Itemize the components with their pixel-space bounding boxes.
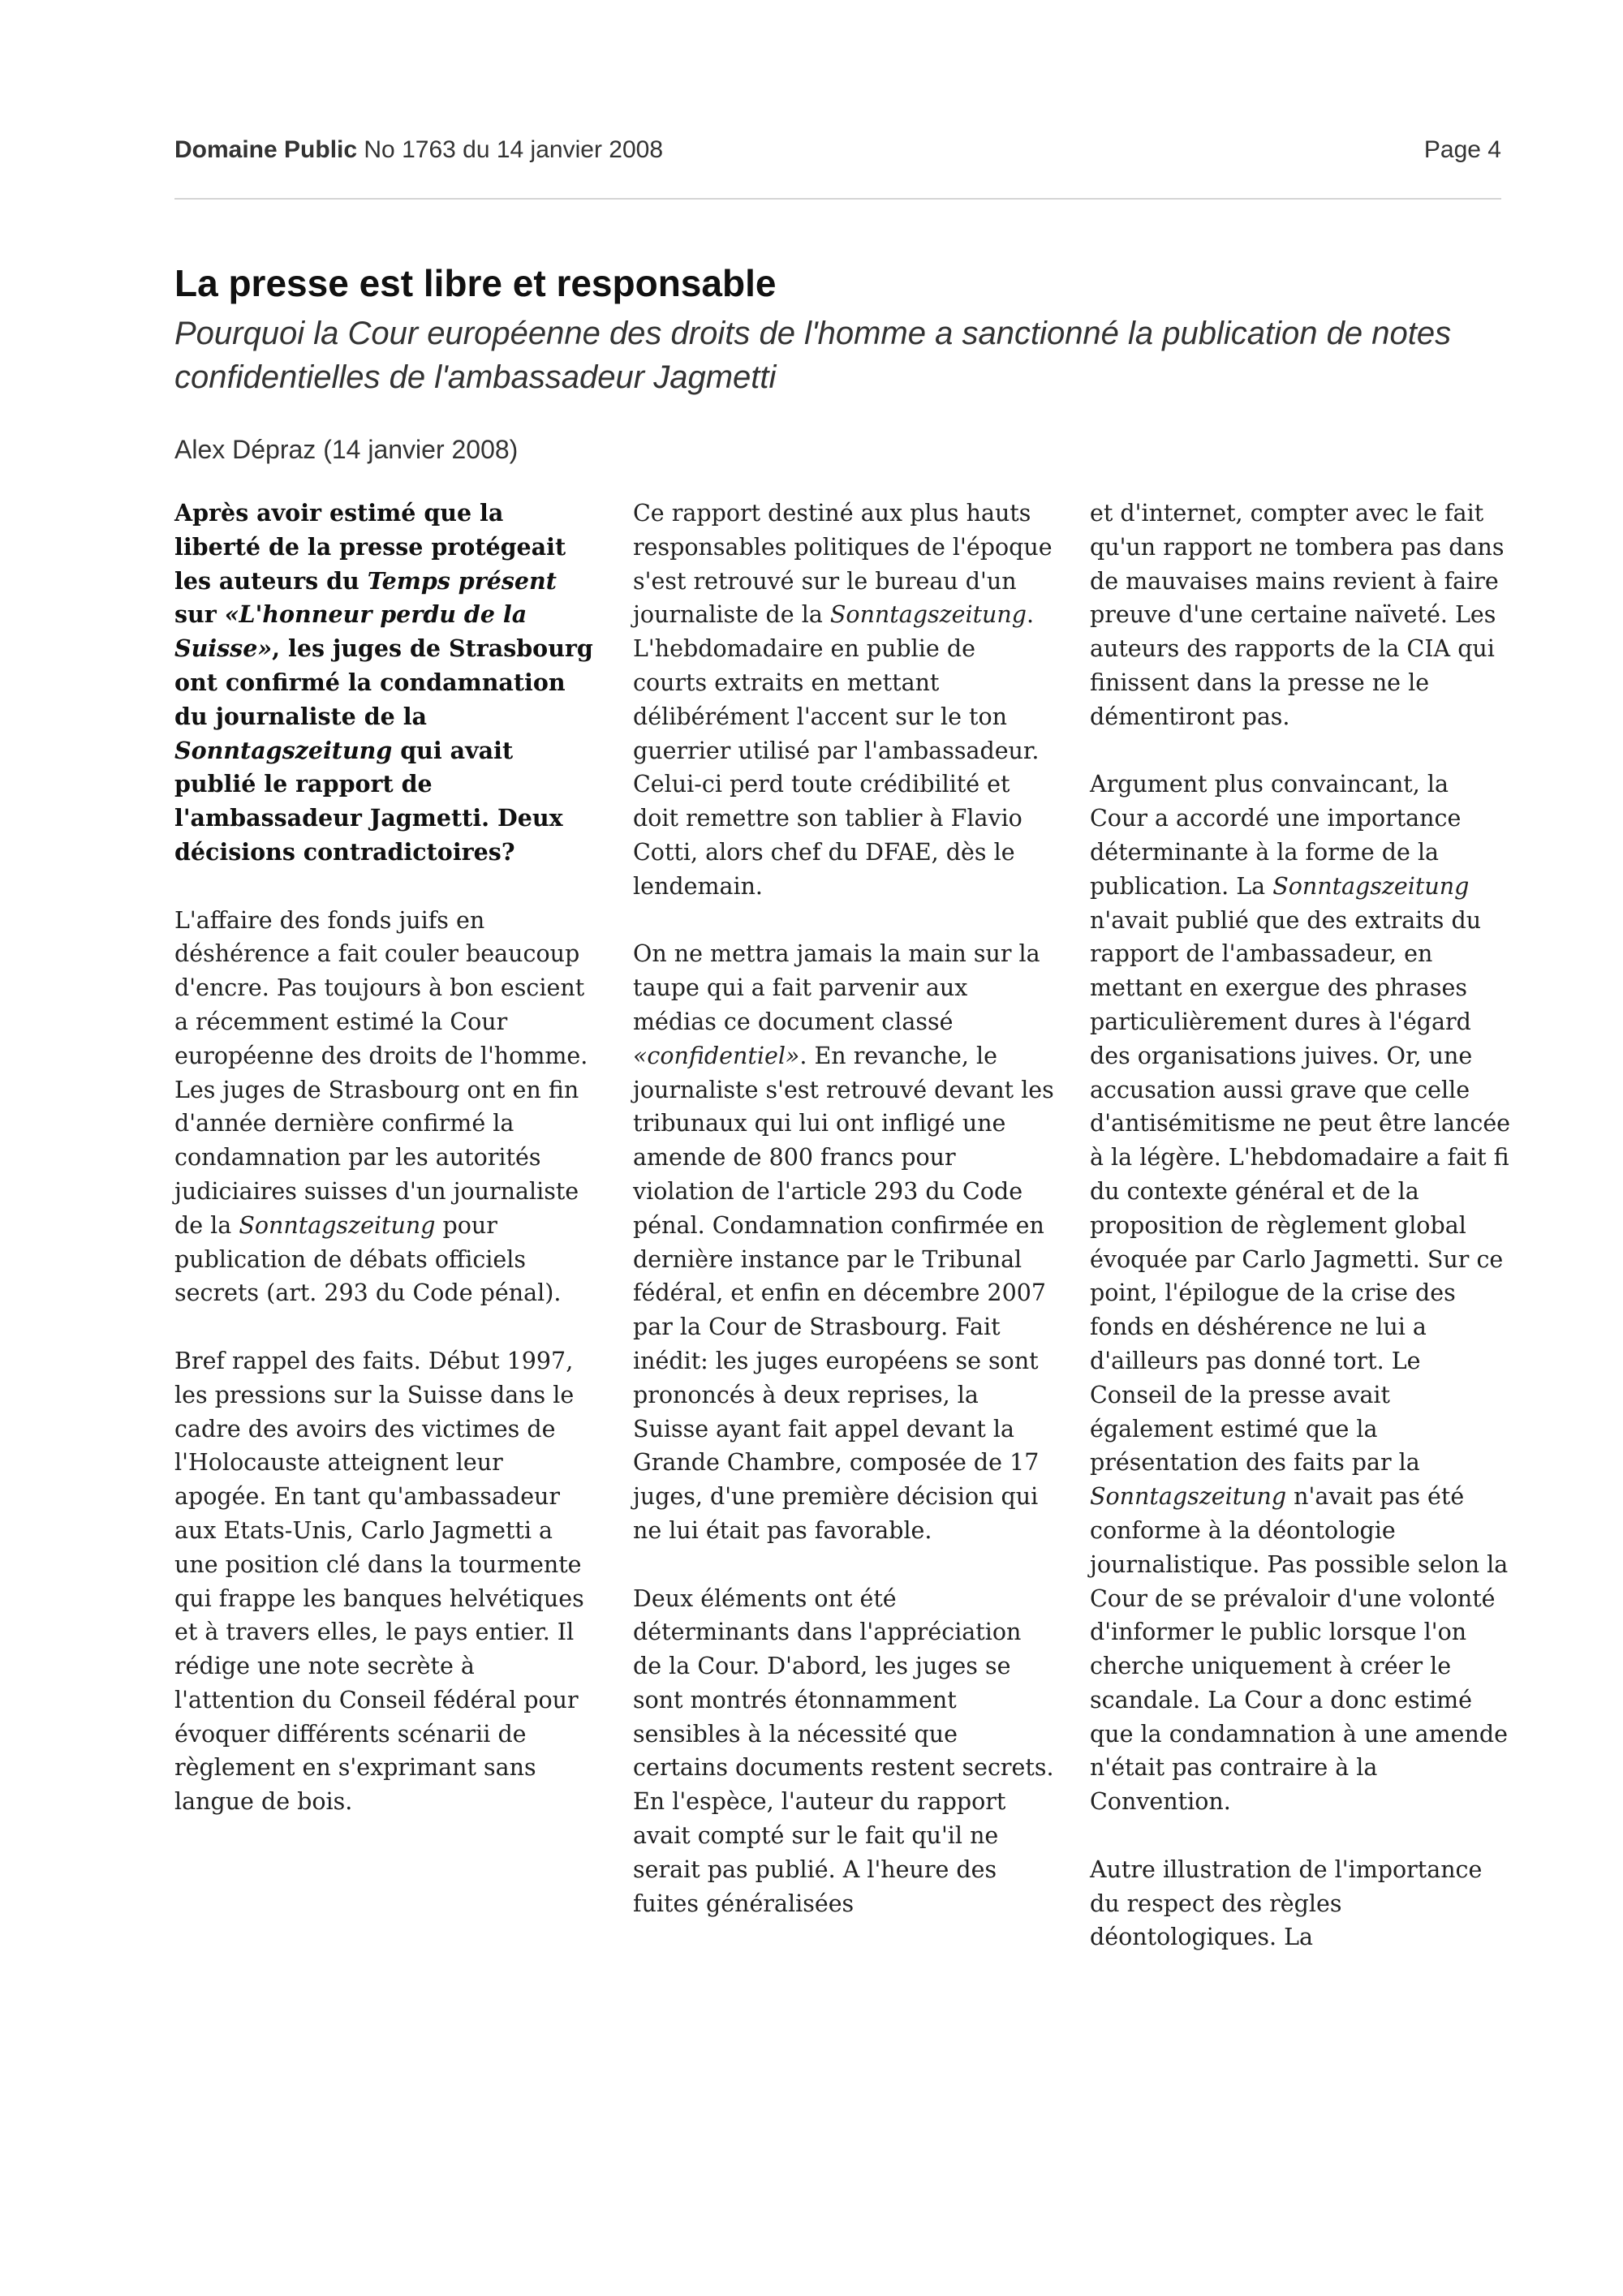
paragraph-6: Argument plus convaincant, la Cour a accordé une importance déterminante à la forme de la publication. La Sonntagszeitung n'avait publié que des extraits du rapport de l'ambassadeur, en mettant en exergue des phrases particulièrement dures à l'égard des organisations juives. Or, une accusation aussi grave que celle d'antisémitisme ne peut être lancée à la légère. L'hebdomadaire a fait fi du contexte général et de la proposition de règlement global évoquée par Carlo Jagmetti. Sur ce point, l'épilogue de la crise des fonds en déshérence ne lui a d'ailleurs pas donné tort. Le Conseil de la presse avait également estimé que la présentation des faits par la Sonntagszeitung n'avait pas été conforme à la déontologie journalistique. Pas possible selon la Cour de se prévaloir d'une volonté d'informer le public lorsque l'on cherche uniquement à créer le scandale. La Cour a donc estimé que la condamnation à une amende n'était pas contraire à la Convention. (1090, 771, 1511, 1816)
paragraph-3: Ce rapport destiné aux plus hauts responsables politiques de l'époque s'est retrouvé sur le bureau d'un journaliste de la Sonntagszeitung. L'hebdomadaire en publie de courts extraits en mettant délibérément l'accent sur le ton guerrier utilisé par l'ambassadeur. Celui-ci perd toute crédibilité et doit remettre son tablier à Flavio Cotti, alors chef du DFAE, dès le lendemain. (633, 500, 1053, 900)
paragraph-7: Autre illustration de l'importance du respect des règles déontologiques. La (1090, 1855, 1483, 1951)
header-divider (174, 198, 1501, 200)
article-title: La presse est libre et responsable (174, 262, 777, 304)
paragraph-2: Bref rappel des faits. Début 1997, les pressions sur la Suisse dans le cadre des avoirs des victimes de l'Holocauste atteignent leur apogée. En tant qu'ambassadeur aux Etats-Unis, Carlo Jagmetti a une position clé dans la tourmente qui frappe les banques helvétiques et à travers elles, le pays entier. Il rédige une note secrète à l'attention du Conseil fédéral pour évoquer différents scénarii de règlement en s'exprimant sans langue de bois. (174, 1347, 584, 1816)
publication-name: Domaine Public (174, 136, 358, 163)
page-header (174, 136, 1501, 169)
column-3 (1090, 497, 1512, 1989)
article-subtitle: Pourquoi la Cour européenne des droits de l'homme a sanctionné la publication de notes confidentielles de l'ambassadeur Jagmetti (174, 316, 1452, 395)
paragraph-5-part-1: Deux éléments ont été déterminants dans l'appréciation de la Cour. D'abord, les juges se sont montrés étonnamment sensibles à la nécessité que certains documents restent secrets. En l'espèce, l'auteur du rapport avait compté sur le fait qu'il ne serait pas publié. A l'heure des fuites généralisées (633, 1584, 1054, 1917)
paragraph-1: L'affaire des fonds juifs en déshérence a fait couler beaucoup d'encre. Pas toujours à bon escient a récemment estimé la Cour européenne des droits de l'homme. Les juges de Strasbourg ont en fin d'année dernière confirmé la condamnation par les autorités judiciaires suisses d'un journaliste de la Sonntagszeitung pour publication de débats officiels secrets (art. 293 du Code pénal). (174, 906, 588, 1307)
page-number: Page 4 (1423, 136, 1501, 163)
paragraph-4: On ne mettra jamais la main sur la taupe qui a fait parvenir aux médias ce document classé «confidentiel». En revanche, le journaliste s'est retrouvé devant les tribunaux qui lui ont infligé une amende de 800 francs pour violation de l'article 293 du Code pénal. Condamnation confirmée en dernière instance par le Tribunal fédéral, et enfin en décembre 2007 par la Cour de Strasbourg. Fait inédit: les juges européens se sont prononcés à deux reprises, la Suisse ayant fait appel devant la Grande Chambre, composée de 17 juges, d'une première décision qui ne lui était pas favorable. (633, 940, 1054, 1544)
column-1 (174, 497, 596, 1853)
paragraph-5-part-2: et d'internet, compter avec le fait qu'un rapport ne tombera pas dans de mauvaises mains revient à faire preuve d'une certaine naïveté. Les auteurs des rapports de la CIA qui finissent dans la presse ne le démentiront pas. (1090, 500, 1505, 730)
issue-info: No 1763 du 14 janvier 2008 (364, 136, 664, 163)
column-2 (633, 497, 1055, 1954)
article-lead: Après avoir estimé que la liberté de la presse protégeait les auteurs du Temps présent sur «L'honneur perdu de la Suisse», les juges de Strasbourg ont confirmé la condamnation du journaliste de la Sonntagszeitung qui avait publié le rapport de l'ambassadeur Jagmetti. Deux décisions contradictoires? (174, 499, 593, 866)
article-byline: Alex Dépraz (14 janvier 2008) (174, 435, 519, 464)
